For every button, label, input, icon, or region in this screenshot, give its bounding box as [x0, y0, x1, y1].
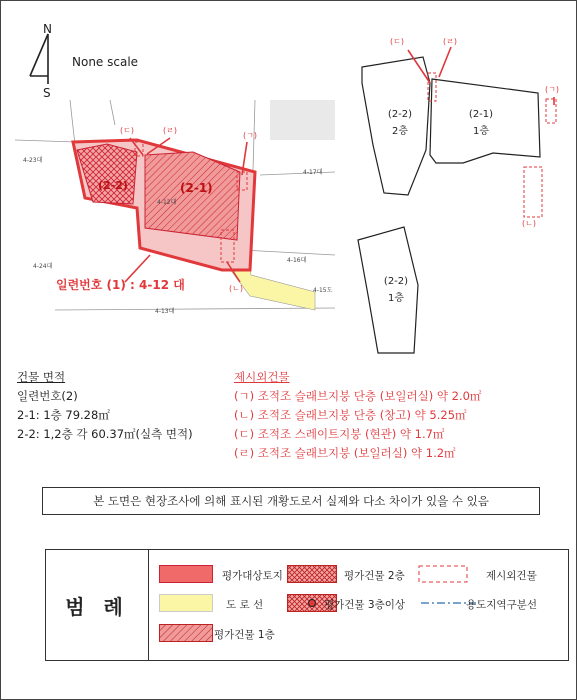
fp-marker-g: (ㄱ)	[545, 85, 559, 94]
building-area-line2: 2-2: 1,2층 각 60.37㎡(실측 면적)	[17, 427, 193, 441]
solid-red-swatch-icon	[159, 565, 213, 583]
fp-2-1-id: (2-1)	[468, 109, 494, 120]
label-4-15: 4-15도	[313, 287, 333, 294]
excluded-buildings-section	[234, 368, 481, 463]
building-area-title: 건물 면적	[17, 370, 66, 384]
fp-2-2-id: (2-2)	[387, 109, 413, 120]
legend-building-1f: 평가건물 1층	[214, 629, 275, 641]
diagonal-hatch-swatch-icon	[159, 624, 213, 642]
legend-land: 평가대상토지	[222, 570, 283, 582]
label-4-24: 4-24대	[33, 263, 53, 270]
map-label-2-2: (2-2)	[98, 179, 128, 192]
map-marker-d: (ㄷ)	[120, 126, 134, 135]
fp-marker-r: (ㄹ)	[443, 37, 457, 46]
label-4-23: 4-23대	[23, 157, 43, 164]
label-4-13: 4-13대	[155, 308, 175, 315]
disclaimer-notice: 본 도면은 현장조사에 의해 표시된 개황도로서 실제와 다소 차이가 있을 수 있음	[42, 487, 540, 515]
legend-zone-line: 용도지역구분선	[466, 599, 538, 611]
yellow-swatch-icon	[159, 594, 213, 612]
legend-excluded: 제시외건물	[486, 570, 537, 582]
excluded-item: (ㄴ) 조적조 슬래브지붕 단층 (창고) 약 5.25㎡	[234, 408, 467, 422]
map-label-2-1: (2-1)	[180, 181, 213, 195]
excluded-item: (ㄷ) 조적조 스레이트지붕 (현관) 약 1.7㎡	[234, 427, 445, 441]
fp-marker-d: (ㄷ)	[390, 37, 404, 46]
excluded-item: (ㄹ) 조적조 슬래브지붕 (보일러실) 약 1.2㎡	[234, 446, 456, 460]
excluded-item: (ㄱ) 조적조 슬래브지붕 단층 (보일러실) 약 2.0㎡	[234, 389, 482, 403]
excluded-title: 제시외건물	[234, 370, 290, 384]
dashed-red-box-icon	[418, 565, 468, 583]
parcel-label: 일련번호 (1) : 4-12 대	[56, 278, 185, 292]
building-area-serial: 일련번호(2)	[17, 389, 78, 403]
legend-building-2f: 평가건물 2층	[344, 570, 405, 582]
label-4-16: 4-16대	[287, 257, 307, 264]
building-area-section	[17, 368, 193, 444]
map-marker-r: (ㄹ)	[163, 126, 177, 135]
legend-building-3f: 평가건물 3층이상	[324, 599, 406, 611]
building-area-line1: 2-1: 1층 79.28㎡	[17, 408, 110, 422]
cross-hatch-swatch-icon	[287, 565, 337, 583]
legend-road: 도 로 선	[226, 599, 264, 611]
scale-note: None scale	[72, 55, 139, 69]
fp-2-2-floor: 2층	[391, 126, 409, 137]
fp-2-1-floor: 1층	[472, 126, 490, 137]
map-marker-g: (ㄱ)	[243, 131, 257, 140]
label-4-17: 4-17대	[303, 169, 323, 176]
label-4-12: 4-12대	[157, 199, 177, 206]
fp-2-2b-id: (2-2)	[383, 276, 409, 287]
floor-plan	[348, 35, 576, 365]
legend-box	[45, 549, 569, 661]
map-marker-n: (ㄴ)	[229, 284, 243, 293]
fp-2-2b-floor: 1층	[387, 293, 405, 304]
legend-title: 범 례	[46, 550, 149, 660]
compass-north: N	[43, 22, 52, 36]
compass-south: S	[43, 86, 51, 100]
fp-marker-n: (ㄴ)	[522, 219, 536, 228]
